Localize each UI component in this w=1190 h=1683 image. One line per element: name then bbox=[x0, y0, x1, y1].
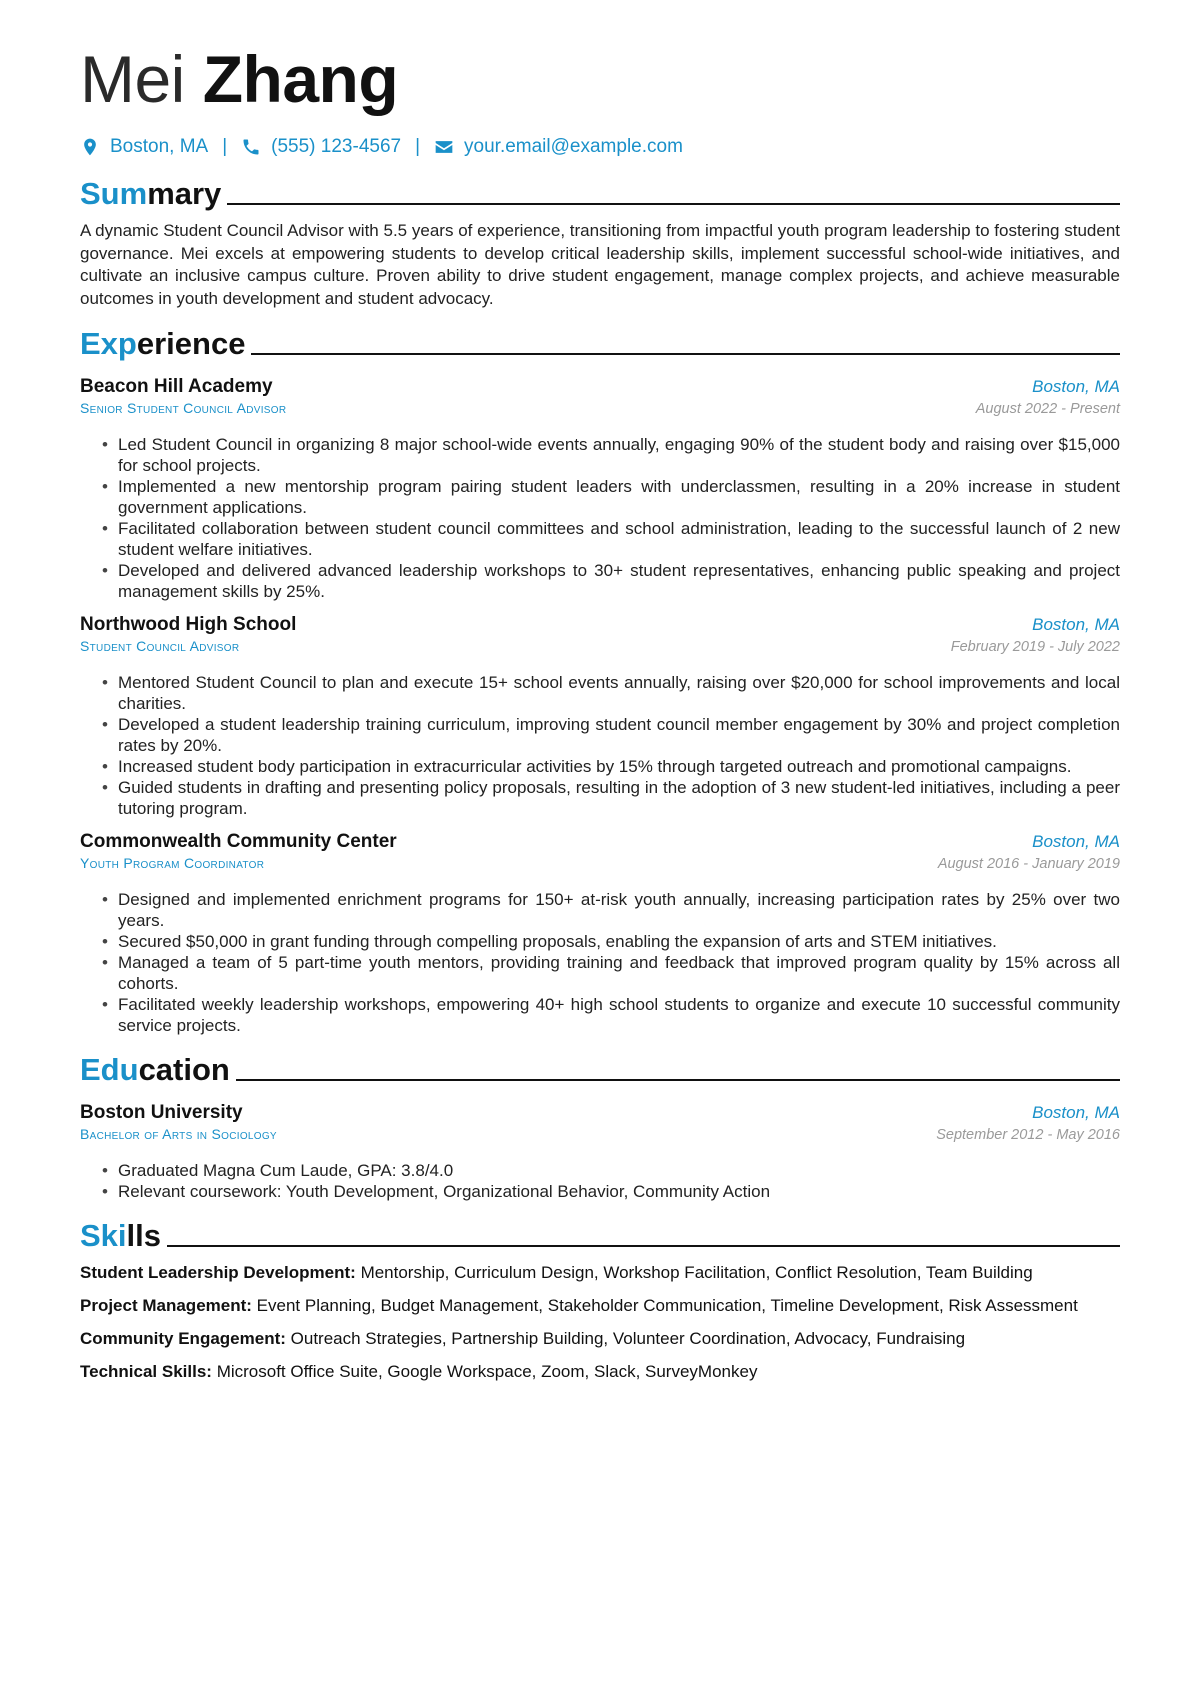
first-name: Mei bbox=[80, 42, 185, 116]
section-title: Summary bbox=[80, 176, 222, 211]
email-link[interactable]: your.email@example.com bbox=[464, 136, 683, 157]
section-divider bbox=[227, 203, 1120, 205]
bullet-item: • Designed and implemented enrichment programs for 150+ at-risk youth annually, increasing participation rates by 25% over two years. bbox=[118, 889, 1120, 931]
bullet-item: • Managed a team of 5 part-time youth mentors, providing training and feedback that improved program quality by 15% across all cohorts. bbox=[118, 952, 1120, 994]
skill-values: Microsoft Office Suite, Google Workspace, Zoom, Slack, SurveyMonkey bbox=[216, 1362, 758, 1381]
job-title: Youth Program Coordinator bbox=[80, 855, 265, 871]
section-header bbox=[80, 172, 1120, 212]
envelope-icon bbox=[434, 137, 454, 157]
job-entry bbox=[80, 831, 1120, 1036]
bullet-list bbox=[80, 672, 1120, 819]
section-header bbox=[80, 1048, 1120, 1088]
entry-location: Boston, MA bbox=[1032, 615, 1120, 634]
last-name: Zhang bbox=[202, 42, 399, 116]
resume-content bbox=[80, 40, 1120, 1383]
section-header bbox=[80, 322, 1120, 362]
skill-category: Technical Skills: bbox=[80, 1362, 212, 1381]
section-title: Experience bbox=[80, 326, 246, 361]
entry-dates: September 2012 - May 2016 bbox=[936, 1127, 1120, 1143]
experience-section bbox=[80, 322, 1120, 1036]
skill-category: Student Leadership Development: bbox=[80, 1263, 356, 1282]
contact-separator: | bbox=[415, 136, 421, 157]
section-title: Education bbox=[80, 1052, 230, 1087]
entry-location: Boston, MA bbox=[1032, 377, 1120, 396]
map-marker-icon bbox=[80, 137, 100, 157]
skills-section bbox=[80, 1214, 1120, 1383]
organization-name: Commonwealth Community Center bbox=[80, 831, 397, 852]
bullet-item: • Facilitated collaboration between student council committees and school administration, leading to the successful launch of 2 new student welfare initiatives. bbox=[118, 518, 1120, 560]
skill-category: Project Management: bbox=[80, 1296, 252, 1315]
section-divider bbox=[251, 353, 1120, 355]
job-entry bbox=[80, 614, 1120, 819]
job-title: Senior Student Council Advisor bbox=[80, 400, 287, 416]
bullet-item: • Developed a student leadership training curriculum, improving student council member engagement by 30% and project completion rates by 20%. bbox=[118, 714, 1120, 756]
skill-values: Outreach Strategies, Partnership Building, Volunteer Coordination, Advocacy, Fundraising bbox=[290, 1329, 966, 1348]
bullet-item: • Increased student body participation in extracurricular activities by 15% through targeted outreach and promotional campaigns. bbox=[118, 756, 1120, 777]
bullet-item: • Guided students in drafting and presenting policy proposals, resulting in the adoption of 3 new student-led initiatives, including a peer tutoring program. bbox=[118, 777, 1120, 819]
entry-location: Boston, MA bbox=[1032, 832, 1120, 851]
bullet-item: • Developed and delivered advanced leadership workshops to 30+ student representatives, enhancing public speaking and project management skills by 25%. bbox=[118, 560, 1120, 602]
contact-email[interactable] bbox=[434, 136, 683, 158]
skill-category: Community Engagement: bbox=[80, 1329, 286, 1348]
entry-dates: February 2019 - July 2022 bbox=[950, 639, 1120, 655]
phone-text[interactable]: (555) 123-4567 bbox=[271, 136, 402, 157]
summary-section bbox=[80, 172, 1120, 310]
contact-location bbox=[80, 136, 208, 158]
candidate-name bbox=[80, 40, 1120, 118]
degree-title: Bachelor of Arts in Sociology bbox=[80, 1126, 277, 1142]
bullet-item: • Facilitated weekly leadership workshops, empowering 40+ high school students to organize and execute 10 successful community service projects. bbox=[118, 994, 1120, 1036]
section-divider bbox=[236, 1079, 1120, 1081]
summary-text: A dynamic Student Council Advisor with 5.5 years of experience, transitioning from impactful youth program leadership to fostering student governance. Mei excels at empowering students to develop critical leadership skills, implement successful school-wide initiatives, and cultivate an inclusive campus culture. Proven ability to drive student engagement, manage complex projects, and achieve measurable outcomes in youth development and student advocacy. bbox=[80, 221, 1120, 308]
bullet-item: • Relevant coursework: Youth Development, Organizational Behavior, Community Action bbox=[118, 1181, 1120, 1202]
job-entry bbox=[80, 376, 1120, 602]
phone-icon bbox=[241, 137, 261, 157]
entry-dates: August 2016 - January 2019 bbox=[937, 856, 1120, 872]
section-title: Skills bbox=[80, 1218, 161, 1253]
bullet-item: • Led Student Council in organizing 8 major school-wide events annually, engaging 90% of the student body and raising over $15,000 for school projects. bbox=[118, 434, 1120, 476]
skill-row bbox=[80, 1328, 1120, 1350]
skill-row bbox=[80, 1295, 1120, 1317]
entry-location: Boston, MA bbox=[1032, 1103, 1120, 1122]
section-header bbox=[80, 1214, 1120, 1254]
job-title: Student Council Advisor bbox=[80, 638, 240, 654]
bullet-item: • Secured $50,000 in grant funding through compelling proposals, enabling the expansion of arts and STEM initiatives. bbox=[118, 931, 1120, 952]
skill-values: Event Planning, Budget Management, Stakeholder Communication, Timeline Development, Risk Assessment bbox=[256, 1296, 1078, 1315]
section-divider bbox=[167, 1245, 1120, 1247]
organization-name: Beacon Hill Academy bbox=[80, 376, 273, 397]
bullet-item: • Mentored Student Council to plan and execute 15+ school events annually, raising over $20,000 for school improvements and local charities. bbox=[118, 672, 1120, 714]
education-section bbox=[80, 1048, 1120, 1202]
bullet-item: • Implemented a new mentorship program pairing student leaders with underclassmen, resulting in a 20% increase in student government applications. bbox=[118, 476, 1120, 518]
skill-row bbox=[80, 1262, 1120, 1284]
contact-separator: | bbox=[222, 136, 228, 157]
contact-phone[interactable] bbox=[241, 136, 401, 158]
location-text: Boston, MA bbox=[110, 136, 209, 157]
entry-dates: August 2022 - Present bbox=[975, 401, 1120, 417]
organization-name: Northwood High School bbox=[80, 614, 297, 635]
contact-line bbox=[80, 134, 1120, 160]
bullet-list bbox=[80, 889, 1120, 1036]
skill-row bbox=[80, 1361, 1120, 1383]
school-name: Boston University bbox=[80, 1102, 243, 1123]
bullet-list bbox=[80, 1160, 1120, 1202]
skill-values: Mentorship, Curriculum Design, Workshop Facilitation, Conflict Resolution, Team Building bbox=[360, 1263, 1033, 1282]
bullet-item: • Graduated Magna Cum Laude, GPA: 3.8/4.0 bbox=[118, 1160, 1120, 1181]
education-entry bbox=[80, 1102, 1120, 1202]
bullet-list bbox=[80, 434, 1120, 602]
